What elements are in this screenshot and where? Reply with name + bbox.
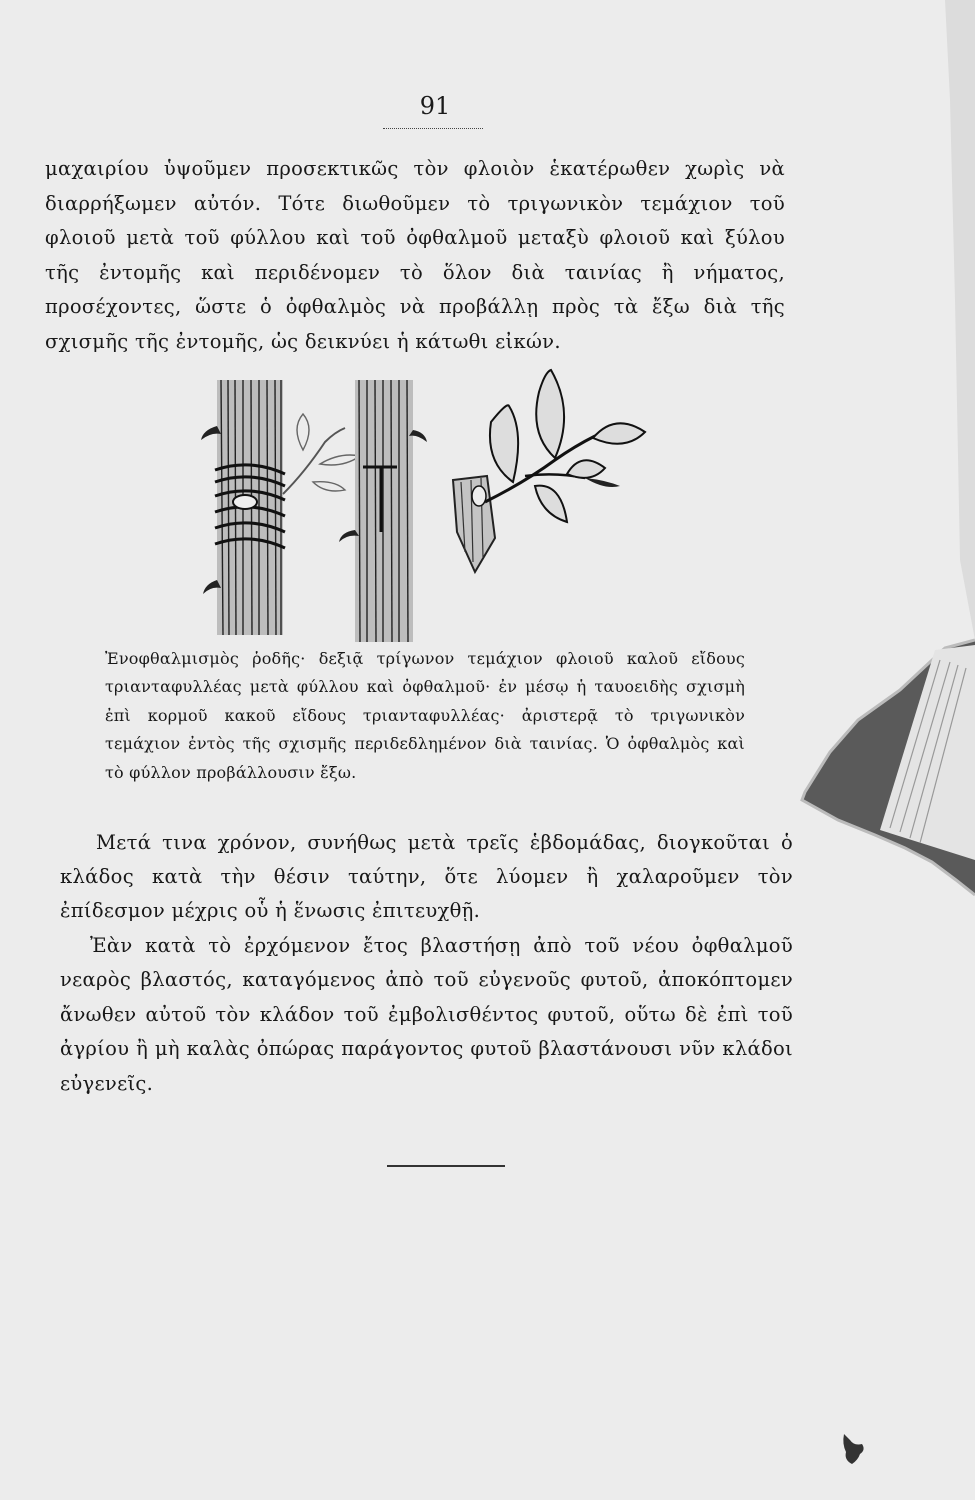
- header-rule: [383, 128, 483, 129]
- right-bud-shield: [453, 370, 645, 572]
- paragraph-2: Μετά τινα χρόνον, συνήθως μετὰ τρεῖς ἑβδομάδας, διογκοῦται ὁ κλάδος κατὰ τὴν θέσιν ταύτην, ὅτε λύομεν ἢ χαλαροῦμεν τὸν ἐπίδεσμον μέχρις οὗ ἡ ἕνωσις ἐπιτευχθῇ.: [60, 831, 793, 923]
- paragraph-1: μαχαιρίου ὑψοῦμεν προσεκτικῶς τὸν φλοιὸν ἑκατέρωθεν χωρὶς νὰ διαρρήξωμεν αὐτόν. Τότε διωθοῦμεν τὸ τριγωνικὸν τεμάχιον τοῦ φλοιοῦ μετὰ τοῦ φύλλου καὶ τοῦ ὀφθαλμοῦ μεταξὺ φλοιοῦ καὶ ξύλου τῆς ἐντομῆς καὶ περιδένομεν τὸ ὅλον διὰ ταινίας ἢ νήματος, προσέχοντες, ὥστε ὁ ὀφθαλμὸς νὰ προβάλλῃ πρὸς τὰ ἔξω διὰ τῆς σχισμῆς τῆς ἐντομῆς, ὡς δεικνύει ἡ κάτωθι εἰκών.: [45, 157, 785, 353]
- page-number: 91: [419, 92, 451, 120]
- rose-budding-illustration: [195, 362, 665, 647]
- ink-blot-mark: [838, 1430, 868, 1468]
- middle-stem-slit: [339, 380, 427, 642]
- section-end-rule: [387, 1165, 505, 1167]
- figure-caption: Ἐνοφθαλμισμὸς ῥοδῆς· δεξιᾷ τρίγωνον τεμάχιον φλοιοῦ καλοῦ εἴδους τριανταφυλλέας μετὰ φύλλου καὶ ὀφθαλμοῦ· ἐν μέσῳ ἡ ταυοειδὴς σχισμὴ ἐπὶ κορμοῦ κακοῦ εἴδους τριανταφυλλέας· ἀριστερᾷ τὸ τριγωνικὸν τεμάχιον ἐντὸς τῆς σχισμῆς περιδεδλημένον διὰ ταινίας. Ὁ ὀφθαλμὸς καὶ τὸ φύλλον προβάλλουσιν ἔξω.: [105, 649, 745, 782]
- left-stem-wrapped: [201, 380, 360, 635]
- paragraph-3: Ἐὰν κατὰ τὸ ἐρχόμενον ἔτος βλαστήσῃ ἀπὸ τοῦ νέου ὀφθαλμοῦ νεαρὸς βλαστός, καταγόμενος ἀπὸ τοῦ εὐγενοῦς φυτοῦ, ἀποκόπτομεν ἄνωθεν αὐτοῦ τὸν κλάδον τοῦ ἐμβολισθέντος φυτοῦ, οὕτω δὲ ἐπὶ τοῦ ἀγρίου ἢ μὴ καλὰς ὀπώρας παράγοντος φυτοῦ βλαστάνουσι νῦν κλάδοι εὐγενεῖς.: [60, 934, 793, 1095]
